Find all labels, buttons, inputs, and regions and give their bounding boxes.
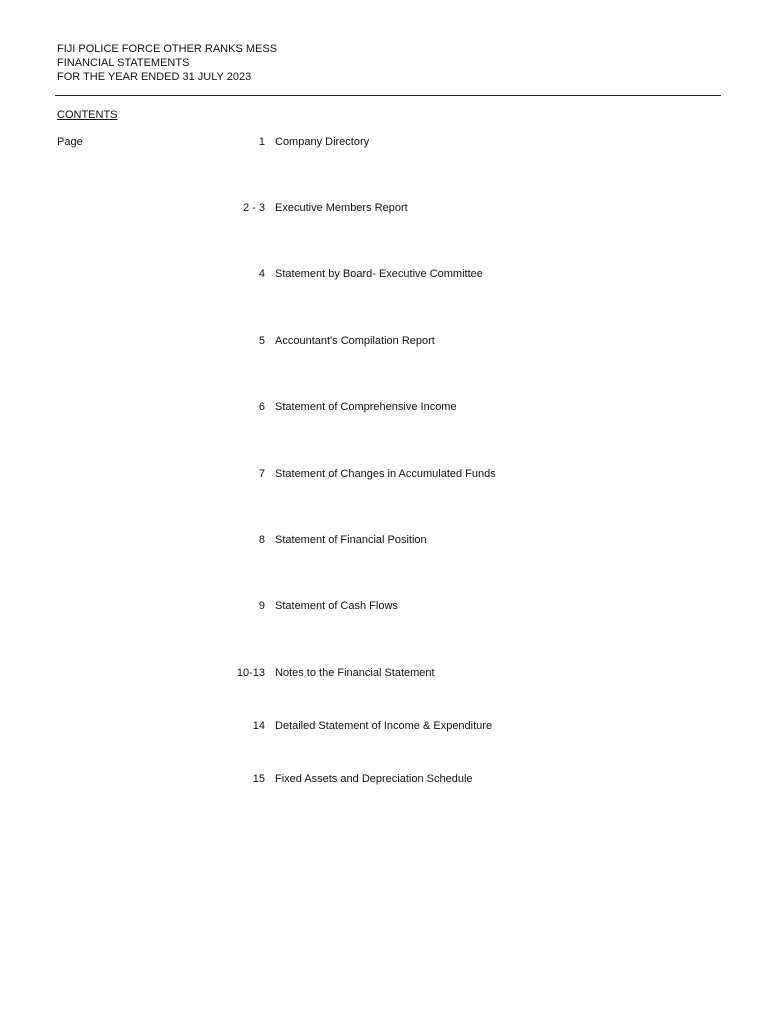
toc-title: Statement of Financial Position <box>275 534 427 546</box>
toc-page-number: 15 <box>252 773 265 785</box>
toc-title: Company Directory <box>275 136 370 148</box>
page-column-label: Page <box>57 136 83 148</box>
toc-entry <box>0 468 768 482</box>
reporting-period: FOR THE YEAR ENDED 31 JULY 2023 <box>57 71 252 83</box>
toc-entry <box>0 600 768 614</box>
document-type: FINANCIAL STATEMENTS <box>57 57 190 69</box>
toc-entry <box>0 667 768 681</box>
toc-title: Fixed Assets and Depreciation Schedule <box>275 773 473 785</box>
toc-entry <box>0 720 768 734</box>
toc-title: Notes to the Financial Statement <box>275 667 435 679</box>
toc-title: Executive Members Report <box>275 202 408 214</box>
toc-entry <box>0 773 768 787</box>
toc-title: Accountant's Compilation Report <box>275 335 435 347</box>
document-header <box>57 42 277 84</box>
toc-page-number: 10-13 <box>236 667 265 679</box>
toc-page-number: 5 <box>258 335 265 347</box>
toc-page-number: 9 <box>258 600 265 612</box>
toc-title: Statement of Comprehensive Income <box>275 401 457 413</box>
toc-page-number: 7 <box>258 468 265 480</box>
toc-entry <box>0 534 768 548</box>
header-divider <box>55 95 721 96</box>
toc-title: Statement of Changes in Accumulated Funds <box>275 468 496 480</box>
toc-page-number: 14 <box>252 720 265 732</box>
toc-page-number: 8 <box>258 534 265 546</box>
toc-page-number: 4 <box>258 268 265 280</box>
toc-page-number: 1 <box>258 136 265 148</box>
toc-entry <box>0 202 768 216</box>
toc-page-number: 2 - 3 <box>242 202 265 214</box>
toc-entry <box>0 136 768 150</box>
toc-entry <box>0 401 768 415</box>
toc-page-number: 6 <box>258 401 265 413</box>
contents-heading: CONTENTS <box>57 109 118 121</box>
organization-name: FIJI POLICE FORCE OTHER RANKS MESS <box>57 43 278 55</box>
toc-entry <box>0 268 768 282</box>
toc-title: Statement of Cash Flows <box>275 600 398 612</box>
toc-title: Detailed Statement of Income & Expenditure <box>275 720 493 732</box>
toc-title: Statement by Board- Executive Committee <box>275 268 483 280</box>
toc-entry <box>0 335 768 349</box>
